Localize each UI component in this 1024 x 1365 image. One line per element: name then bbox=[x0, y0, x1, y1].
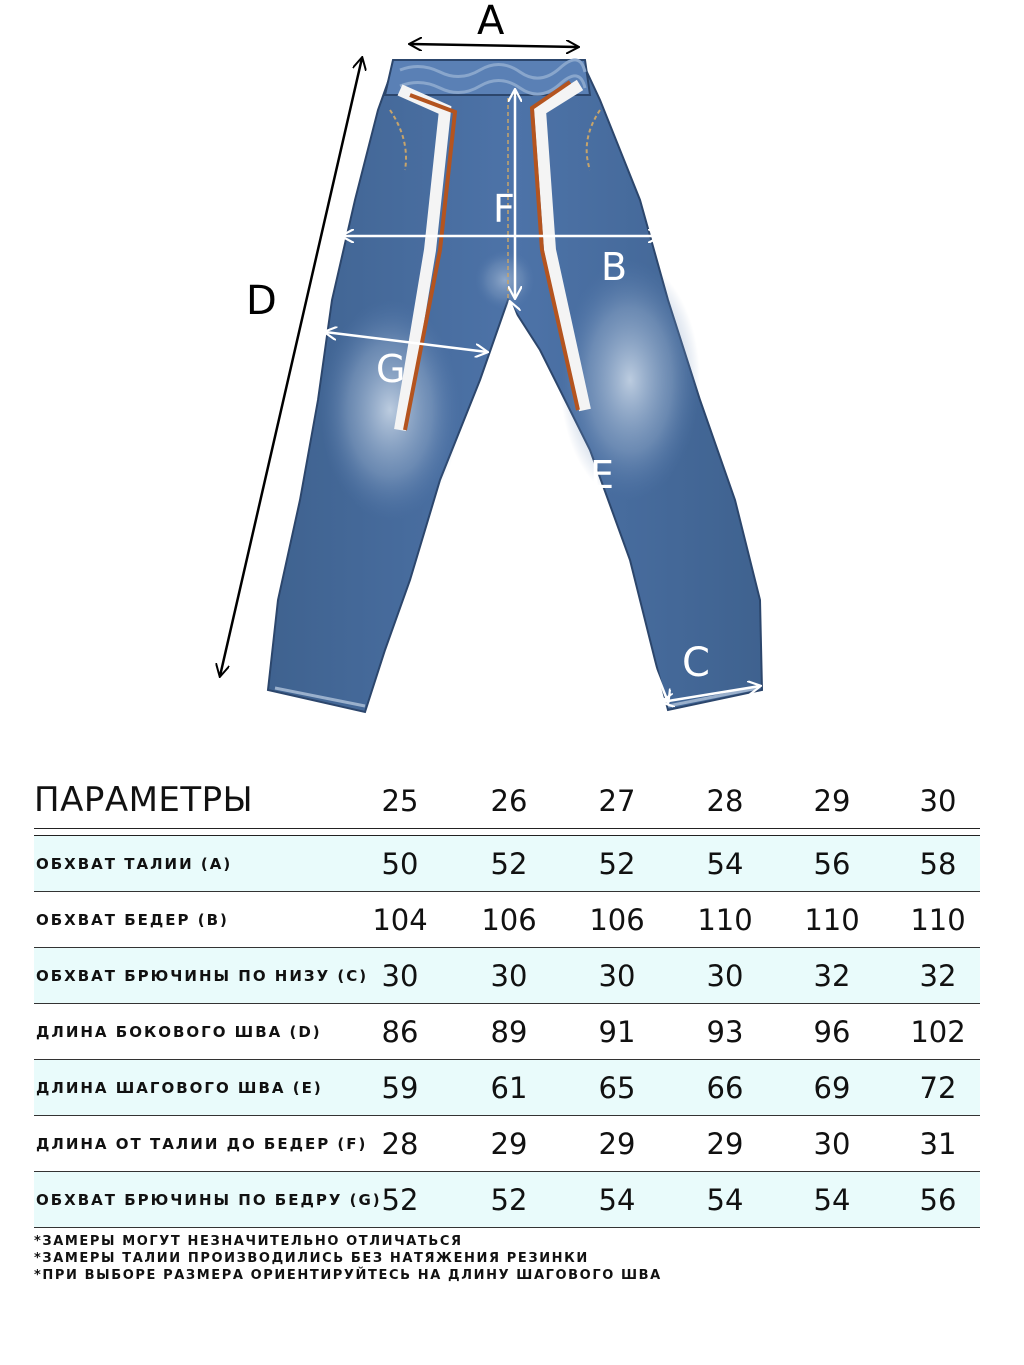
table-row bbox=[34, 1004, 980, 1060]
table-cell: 72 bbox=[919, 1071, 957, 1105]
table-cell: 110 bbox=[910, 903, 966, 937]
row-label: ОБХВАТ БРЮЧИНЫ ПО НИЗУ (C) bbox=[36, 967, 369, 985]
table-cell: 29 bbox=[706, 1127, 744, 1161]
table-cell: 52 bbox=[381, 1183, 419, 1217]
size-header: 30 bbox=[919, 784, 957, 818]
table-cell: 54 bbox=[598, 1183, 636, 1217]
table-cell: 89 bbox=[490, 1015, 528, 1049]
table-cell: 61 bbox=[490, 1071, 528, 1105]
table-cell: 54 bbox=[813, 1183, 851, 1217]
table-row bbox=[34, 1116, 980, 1172]
row-label: ОБХВАТ ТАЛИИ (A) bbox=[36, 855, 233, 873]
table-cell: 29 bbox=[490, 1127, 528, 1161]
table-cell: 102 bbox=[910, 1015, 966, 1049]
table-cell: 66 bbox=[706, 1071, 744, 1105]
table-cell: 29 bbox=[598, 1127, 636, 1161]
row-label: ДЛИНА БОКОВОГО ШВА (D) bbox=[36, 1023, 322, 1041]
table-cell: 106 bbox=[481, 903, 537, 937]
table-row bbox=[34, 948, 980, 1004]
table-row bbox=[34, 836, 980, 892]
table-cell: 86 bbox=[381, 1015, 419, 1049]
header-divider bbox=[34, 828, 980, 836]
label-f: F bbox=[493, 187, 515, 231]
table-cell: 52 bbox=[490, 847, 528, 881]
footnote: *ЗАМЕРЫ МОГУТ НЕЗНАЧИТЕЛЬНО ОТЛИЧАТЬСЯ bbox=[34, 1234, 463, 1249]
table-cell: 56 bbox=[813, 847, 851, 881]
label-b: B bbox=[601, 245, 628, 289]
table-cell: 91 bbox=[598, 1015, 636, 1049]
size-header: 26 bbox=[490, 784, 528, 818]
row-label: ОБХВАТ БЕДЕР (B) bbox=[36, 911, 229, 929]
table-cell: 59 bbox=[381, 1071, 419, 1105]
row-label: ОБХВАТ БРЮЧИНЫ ПО БЕДРУ (G) bbox=[36, 1191, 382, 1209]
table-title: ПАРАМЕТРЫ bbox=[34, 780, 254, 820]
label-a: A bbox=[477, 0, 505, 44]
size-header: 28 bbox=[706, 784, 744, 818]
table-cell: 30 bbox=[381, 959, 419, 993]
label-g: G bbox=[376, 347, 406, 391]
table-row bbox=[34, 1060, 980, 1116]
footnote: *ЗАМЕРЫ ТАЛИИ ПРОИЗВОДИЛИСЬ БЕЗ НАТЯЖЕНИЯ РЕЗИНКИ bbox=[34, 1251, 589, 1266]
label-e: E bbox=[590, 453, 615, 497]
table-cell: 110 bbox=[804, 903, 860, 937]
table-cell: 104 bbox=[372, 903, 428, 937]
table-cell: 69 bbox=[813, 1071, 851, 1105]
table-cell: 30 bbox=[706, 959, 744, 993]
table-cell: 52 bbox=[598, 847, 636, 881]
table-cell: 106 bbox=[589, 903, 645, 937]
table-cell: 30 bbox=[490, 959, 528, 993]
table-cell: 32 bbox=[813, 959, 851, 993]
table-cell: 28 bbox=[381, 1127, 419, 1161]
size-header: 27 bbox=[598, 784, 636, 818]
table-cell: 65 bbox=[598, 1071, 636, 1105]
table-row bbox=[34, 892, 980, 948]
table-cell: 30 bbox=[813, 1127, 851, 1161]
size-table bbox=[34, 770, 980, 1228]
row-label: ДЛИНА ШАГОВОГО ШВА (E) bbox=[36, 1079, 323, 1097]
arrow-a bbox=[410, 44, 578, 47]
footnote: *ПРИ ВЫБОРЕ РАЗМЕРА ОРИЕНТИРУЙТЕСЬ НА ДЛИНУ ШАГОВОГО ШВА bbox=[34, 1268, 662, 1283]
table-cell: 32 bbox=[919, 959, 957, 993]
label-c: C bbox=[682, 640, 710, 686]
table-header bbox=[34, 770, 980, 828]
table-cell: 54 bbox=[706, 847, 744, 881]
label-d: D bbox=[246, 278, 277, 324]
row-label: ДЛИНА ОТ ТАЛИИ ДО БЕДЕР (F) bbox=[36, 1135, 368, 1153]
table-cell: 50 bbox=[381, 847, 419, 881]
table-cell: 30 bbox=[598, 959, 636, 993]
table-cell: 110 bbox=[697, 903, 753, 937]
table-cell: 96 bbox=[813, 1015, 851, 1049]
table-cell: 54 bbox=[706, 1183, 744, 1217]
footnotes bbox=[34, 1233, 662, 1284]
size-header: 29 bbox=[813, 784, 851, 818]
table-cell: 58 bbox=[919, 847, 957, 881]
table-row bbox=[34, 1172, 980, 1228]
table-cell: 56 bbox=[919, 1183, 957, 1217]
table-cell: 31 bbox=[919, 1127, 957, 1161]
table-cell: 93 bbox=[706, 1015, 744, 1049]
size-header: 25 bbox=[381, 784, 419, 818]
table-cell: 52 bbox=[490, 1183, 528, 1217]
